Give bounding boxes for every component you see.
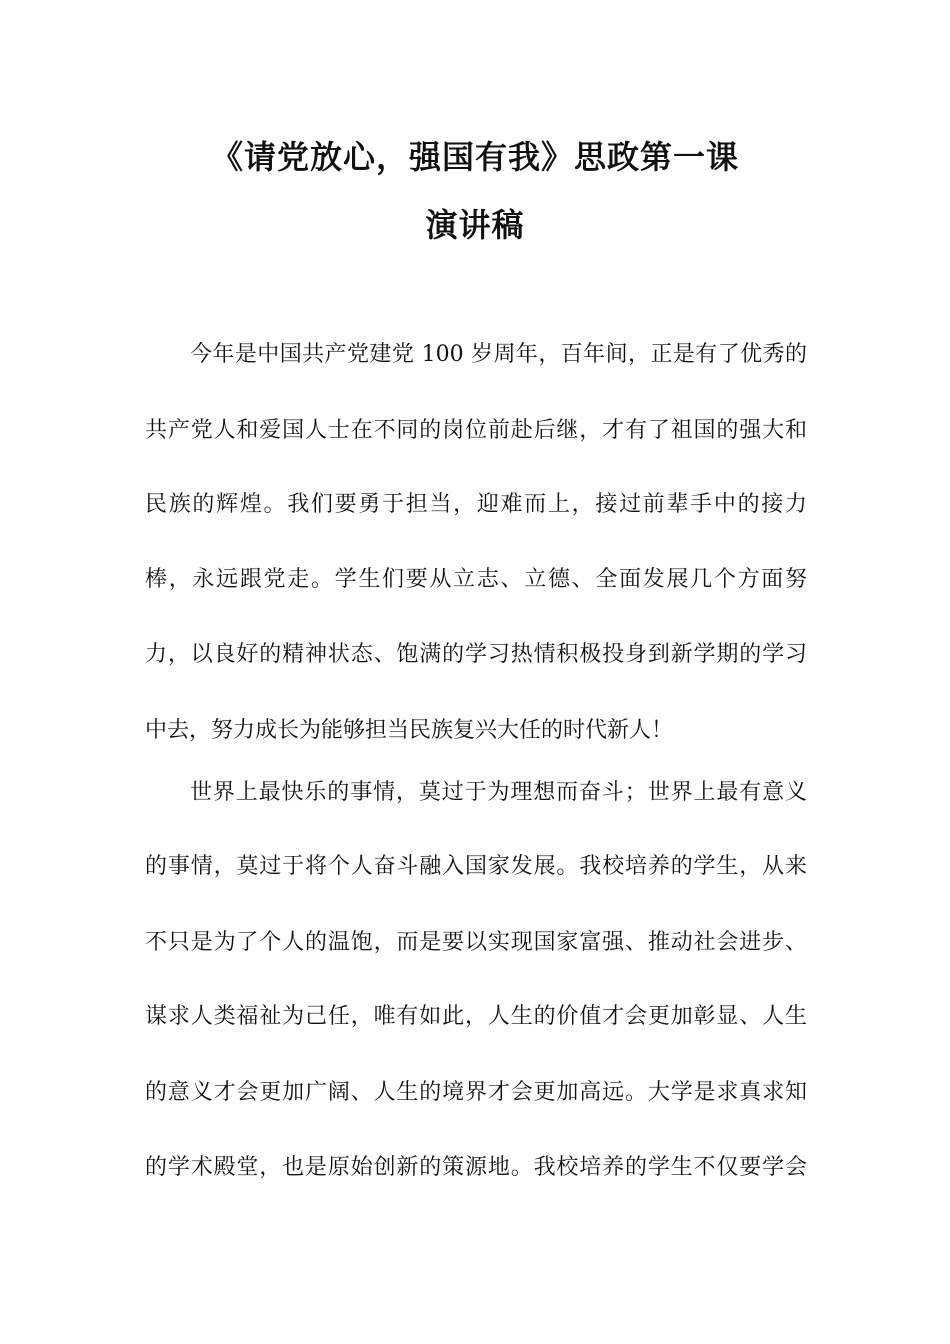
paragraph-line: 的学术殿堂，也是原始创新的策源地。我校培养的学生不仅要学会 bbox=[145, 1155, 807, 1180]
paragraph-line: 谋求人类福祉为己任，唯有如此，人生的价值才会更加彰显、人生 bbox=[145, 1004, 807, 1029]
paragraph-line: 民族的辉煌。我们要勇于担当，迎难而上，接过前辈手中的接力 bbox=[145, 492, 807, 517]
paragraph-line: 世界上最快乐的事情，莫过于为理想而奋斗；世界上最有意义 bbox=[190, 780, 807, 805]
document-title-line-1: 《请党放心，强国有我》思政第一课 bbox=[210, 138, 739, 176]
paragraph-line: 今年是中国共产党建党 100 岁周年，百年间，正是有了优秀的 bbox=[190, 342, 807, 367]
document-title-line-2: 演讲稿 bbox=[425, 206, 525, 244]
paragraph-line: 中去，努力成长为能够担当民族复兴大任的时代新人！ bbox=[145, 718, 674, 743]
paragraph-line: 不只是为了个人的温饱，而是要以实现国家富强、推动社会进步、 bbox=[145, 930, 807, 955]
paragraph-line: 棒，永远跟党走。学生们要从立志、立德、全面发展几个方面努 bbox=[145, 567, 807, 592]
paragraph-line: 力，以良好的精神状态、饱满的学习热情积极投身到新学期的学习 bbox=[145, 642, 807, 667]
paragraph-line: 共产党人和爱国人士在不同的岗位前赴后继，才有了祖国的强大和 bbox=[145, 418, 807, 443]
paragraph-line: 的意义才会更加广阔、人生的境界才会更加高远。大学是求真求知 bbox=[145, 1080, 807, 1105]
paragraph-line: 的事情，莫过于将个人奋斗融入国家发展。我校培养的学生，从来 bbox=[145, 854, 807, 879]
